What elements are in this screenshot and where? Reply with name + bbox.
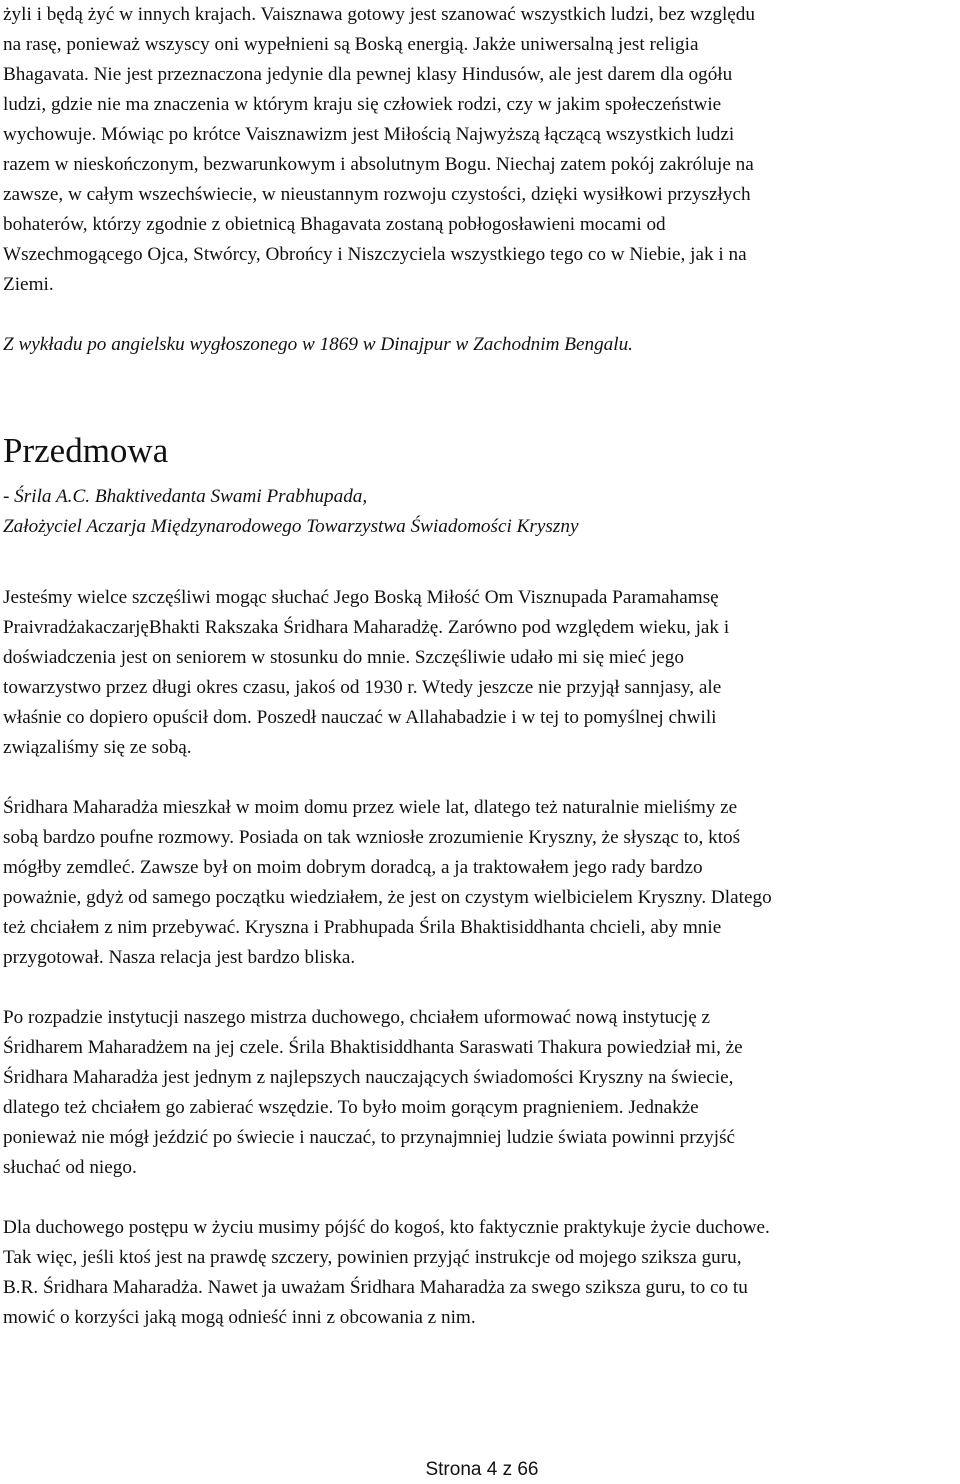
text-line: Śridhara Maharadża jest jednym z najlepszych nauczających świadomości Kryszny na świecie, bbox=[3, 1067, 734, 1088]
text-line: ponieważ nie mógł jeździć po świecie i nauczać, to przynajmniej ludzie świata powinni przyjść bbox=[3, 1127, 736, 1148]
text-line: na rasę, ponieważ wszyscy oni wypełnieni są Boską energią. Jakże uniwersalną jest religia bbox=[3, 34, 699, 55]
heading-spacer bbox=[3, 472, 959, 482]
section-heading: Przedmowa bbox=[3, 431, 169, 470]
paragraph-spacer bbox=[3, 1183, 959, 1213]
page-number: Strona 4 z 66 bbox=[425, 1459, 539, 1480]
intro-paragraph bbox=[3, 0, 959, 300]
text-line: PraivradżakaczarjęBhakti Rakszaka Śridhara Maharadżę. Zarówno pod względem wieku, jak i bbox=[3, 617, 730, 638]
body-paragraph bbox=[3, 1213, 959, 1333]
text-line: ludzi, gdzie nie ma znaczenia w którym kraju się człowiek rodzi, czy w jakim społeczeństwie bbox=[3, 94, 722, 115]
text-line: zawsze, w całym wszechświecie, w nieustannym rozwoju czystości, dzięki wysiłkowi przyszłych bbox=[3, 184, 751, 205]
text-line: Śridharem Maharadżem na jej czele. Śrila Bhaktisiddhanta Saraswati Thakura powiedział mi, że bbox=[3, 1037, 743, 1058]
text-line: żyli i będą żyć w innych krajach. Vaisznawa gotowy jest szanować wszystkich ludzi, bez względu bbox=[3, 4, 755, 25]
text-line: Tak więc, jeśli ktoś jest na prawdę szczery, powinien przyjąć instrukcje od mojego sziksza guru, bbox=[3, 1247, 742, 1268]
author-title: Założyciel Aczarja Międzynarodowego Towarzystwa Świadomości Kryszny bbox=[3, 516, 579, 537]
text-line: właśnie co dopiero opuścił dom. Poszedł nauczać w Allahabadzie i w tej to pomyślnej chwili bbox=[3, 707, 717, 728]
text-line: Po rozpadzie instytucji naszego mistrza duchowego, chciałem uformować nową instytucję z bbox=[3, 1007, 711, 1028]
text-line: wychowuje. Mówiąc po krótce Vaisznawizm jest Miłością Najwyższą łączącą wszystkich ludzi bbox=[3, 124, 735, 145]
text-line: słuchać od niego. bbox=[3, 1157, 137, 1178]
text-line: bohaterów, którzy zgodnie z obietnicą Bhagavata zostaną pobłogosławieni mocami od bbox=[3, 214, 666, 235]
paragraph-spacer bbox=[3, 300, 959, 330]
text-line: B.R. Śridhara Maharadża. Nawet ja uważam Śridhara Maharadża za swego sziksza guru, to co tu bbox=[3, 1277, 748, 1298]
section-spacer bbox=[3, 360, 959, 430]
body-paragraph bbox=[3, 583, 959, 763]
text-line: sobą bardzo poufne rozmowy. Posiada on tak wzniosłe zrozumienie Kryszny, że słysząc to, ktoś bbox=[3, 827, 741, 848]
text-line: mógłby zemdleć. Zawsze był on moim dobrym doradcą, a ja traktowałem jego rady bardzo bbox=[3, 857, 703, 878]
text-line: przygotował. Nasza relacja jest bardzo bliska. bbox=[3, 947, 356, 968]
body-paragraph bbox=[3, 793, 959, 973]
text-line: Wszechmogącego Ojca, Stwórcy, Obrońcy i Niszczyciela wszystkiego tego co w Niebie, jak i na bbox=[3, 244, 747, 265]
text-line: poważnie, gdyż od samego początku wiedziałem, że jest on czystym wielbicielem Kryszny. Dlatego bbox=[3, 887, 772, 908]
text-line: też chciałem z nim przebywać. Kryszna i Prabhupada Śrila Bhaktisiddhanta chcieli, aby mnie bbox=[3, 917, 722, 938]
body-paragraph bbox=[3, 1003, 959, 1183]
source-note: Z wykładu po angielsku wygłoszonego w 1869 w Dinajpur w Zachodnim Bengalu. bbox=[3, 334, 633, 355]
document-page bbox=[3, 0, 959, 1333]
text-line: Jesteśmy wielce szczęśliwi mogąc słuchać Jego Boską Miłość Om Visznupada Paramahamsę bbox=[3, 587, 719, 608]
text-line: Śridhara Maharadża mieszkał w moim domu przez wiele lat, dlatego też naturalnie mieliśmy ze bbox=[3, 797, 738, 818]
paragraph-spacer bbox=[3, 542, 959, 583]
paragraph-spacer bbox=[3, 763, 959, 793]
text-line: związaliśmy się ze sobą. bbox=[3, 737, 192, 758]
text-line: dlatego też chciałem go zabierać wszędzie. To było moim gorącym pragnieniem. Jednakże bbox=[3, 1097, 699, 1118]
text-line: razem w nieskończonym, bezwarunkowym i absolutnym Bogu. Niechaj zatem pokój zakróluje na bbox=[3, 154, 754, 175]
author-line: - Śrila A.C. Bhaktivedanta Swami Prabhupada, bbox=[3, 486, 368, 507]
text-line: towarzystwo przez długi okres czasu, jakoś od 1930 r. Wtedy jeszcze nie przyjął sannjasy, ale bbox=[3, 677, 722, 698]
text-line: doświadczenia jest on seniorem w stosunku do mnie. Szczęśliwie udało mi się mieć jego bbox=[3, 647, 684, 668]
paragraph-spacer bbox=[3, 973, 959, 1003]
text-line: Dla duchowego postępu w życiu musimy pójść do kogoś, kto faktycznie praktykuje życie duchowe. bbox=[3, 1217, 770, 1238]
text-line: Bhagavata. Nie jest przeznaczona jedynie dla pewnej klasy Hindusów, ale jest darem dla ogółu bbox=[3, 64, 733, 85]
text-line: Ziemi. bbox=[3, 274, 54, 295]
text-line: mowić o korzyści jaką mogą odnieść inni z obcowania z nim. bbox=[3, 1307, 476, 1328]
